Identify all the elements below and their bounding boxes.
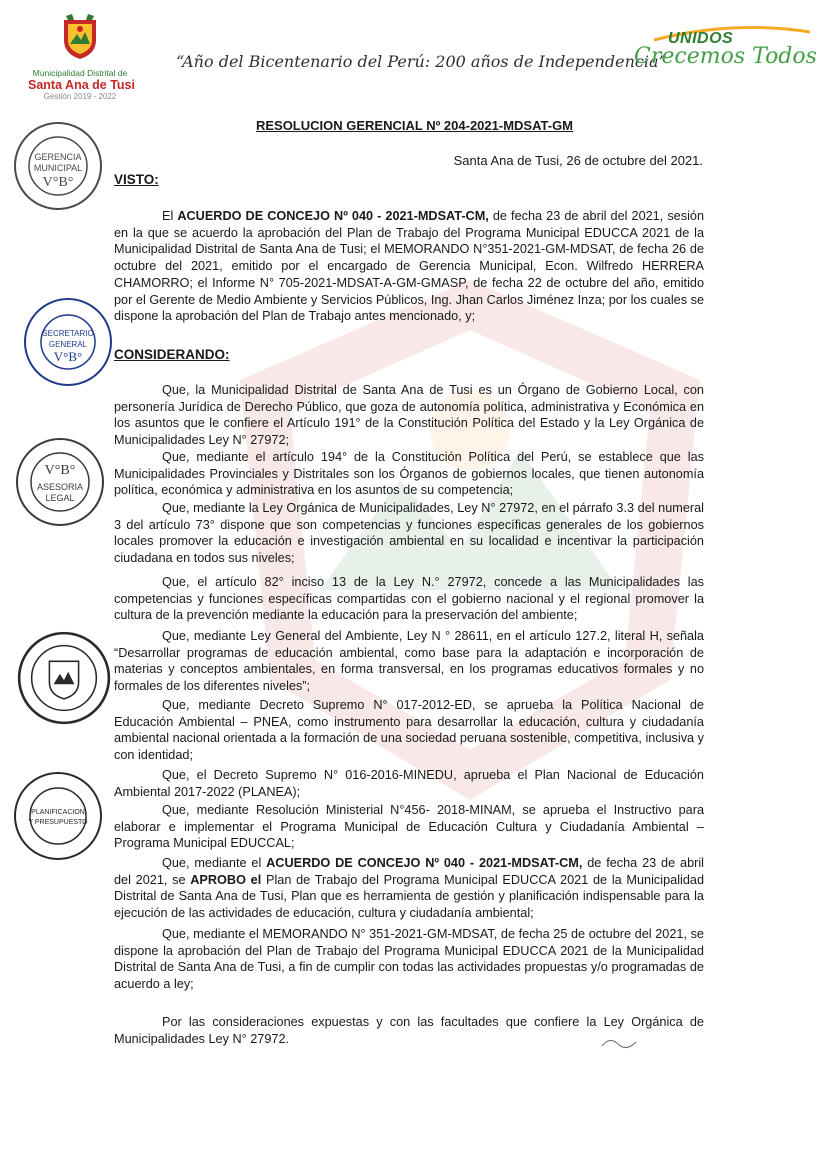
municipality-label: Municipalidad Distrital de [32, 68, 128, 78]
stamp-inner-line1: SECRETARIO [42, 329, 94, 338]
visto-heading: VISTO: [114, 172, 159, 187]
memorandum-paragraph: Que, mediante el MEMORANDO N° 351-2021-GM-MDSAT, de fecha 25 de octubre del 2021, se dispone la aprobación del Plan de Trabajo del Programa Municipal EDUCCA 2021 de la Municipalidad Distrital de Santa Ana de Tusi, a fin de cumplir con todas las actividades propuestas y/o programadas de acuerdo a ley; [114, 927, 704, 992]
brand-top-text: UNIDOS [668, 30, 734, 47]
considerando-paragraph: Que, mediante el artículo 194° de la Constitución Política del Perú, se establece que las Municipalidades Provinciales y Distritales son los Órganos de gobiernos locales, que tienen autonomía política, económica y administrativa en los asuntos de su competencia; [114, 450, 704, 498]
considerando-paragraph: Que, mediante Ley General del Ambiente, Ley N ° 28611, en el artículo 127.2, literal H, señala “Desarrollar programas de educación ambiental, como base para la adaptación e incorporación de materias y conceptos ambientales, en forma transversal, en los programas educativos formales y no formales de los diferentes niveles”; [114, 629, 704, 694]
stamp-inner-line2: LEGAL [45, 493, 75, 503]
stamp-seal [14, 436, 106, 528]
acuerdo-mid: de fecha 23 de abril del 2021, se [114, 856, 704, 887]
brand-logo [632, 30, 817, 78]
place-date: Santa Ana de Tusi, 26 de octubre del 2021. [453, 153, 703, 168]
considerando-paragraph: Que, mediante Resolución Ministerial N°456- 2018-MINAM, se aprueba el Instructivo para elaborar e implementar el Programa Municipal de Educación Cultura y Ciudadanía Ambiental – Programa Municipal EDUCCAL; [114, 803, 704, 851]
stamp-seal [12, 120, 104, 212]
considerando-paragraph: Que, mediante Decreto Supremo N° 017-2012-ED, se aprueba la Política Nacional de Educación Ambiental – PNEA, como instrumento para desarrollar la educación, cultura y ciudadanía ambiental nacional orientada a la formación de una sociedad peruana sostenible, competitiva, inclusiva y con identidad; [114, 698, 704, 763]
stamp-seal [12, 770, 104, 862]
signature-mark-icon [600, 1032, 640, 1054]
stamp-vb: V°B° [42, 175, 74, 190]
stamp-asesoria-legal [14, 436, 106, 528]
stamp-inner-line2: MUNICIPAL [33, 163, 83, 173]
stamp-inner-line1: ASESORIA [36, 482, 84, 492]
considerando-paragraph: Que, el artículo 82° inciso 13 de la Ley N.° 27972, concede a las Municipalidades las competencias y funciones específicas compartidas con el gobierno nacional y el regional promover la cultura de la prevención mediante la educación para la preservación del ambiente; [114, 575, 704, 623]
acuerdo-paragraph [114, 855, 704, 922]
considerando-paragraph: Que, mediante la Ley Orgánica de Municipalidades, Ley N° 27972, en el párrafo 3.3 del numeral 3 del artículo 73° dispone que son competencias y funciones específicas generales de los gobiernos locales promover la educación e investigación ambiental en su localidad e incentivar la participación ciudadana en todos sus niveles; [114, 501, 704, 566]
management-period: Gestión 2019 - 2022 [43, 92, 117, 101]
visto-paragraph [114, 208, 704, 325]
closing-paragraph: Por las consideraciones expuestas y con las facultades que confiere la Ley Orgánica de Municipalidades Ley N° 27972. [114, 1015, 704, 1046]
stamp-secretario-general [22, 296, 114, 388]
acuerdo-bold-verb: APROBO el [190, 872, 262, 887]
municipal-crest-icon [60, 14, 100, 60]
brand-bottom-text: Crecemos Todos [634, 44, 817, 69]
stamp-inner-line1: PLANIFICACION [31, 809, 85, 816]
stamp-inner-line2: GENERAL [48, 340, 88, 349]
stamp-vb: V°B° [53, 349, 83, 364]
year-motto: “Año del Bicentenario del Perú: 200 años de Independencia” [176, 52, 667, 71]
stamp-municipal-seal [16, 630, 112, 726]
visto-lead: El [162, 209, 178, 223]
stamp-planificacion-presupuesto [12, 770, 104, 862]
visto-text: de fecha 23 de abril del 2021, sesión en la que se acuerdo la aprobación del Plan de Trabajo del Programa Municipal EDUCCA 2021 de la Municipalidad Distrital de Santa Ana de Tusi; el MEMORANDO N°351-2021-GM-MDSAT, de fecha 26 de octubre del 2021, emitido por el encargado de Gerencia Municipal, Econ. Wilfredo HERRERA CHAMORRO; el Informe N° 705-2021-MDSAT-A-GM-GMASP, de fecha 22 de octubre del año, emitido por el Gerente de Medio Ambiente y Servicios Públicos, Ing. Jhan Carlos Jiménez Inza; por los cuales se dispone la aprobación del Plan de Trabajo antes mencionado, y; [114, 209, 705, 324]
stamp-seal [22, 296, 114, 388]
considerando-paragraph: Que, la Municipalidad Distrital de Santa Ana de Tusi es un Órgano de Gobierno Local, con personería Jurídica de Derecho Público, que goza de autonomía política, administrativa y Económica en los asuntos que le confiere el Artículo 191° de la Constitución Política del Estado y la Ley Orgánica de Municipalidades Ley N° 27972; [114, 383, 704, 448]
acuerdo-text: Plan de Trabajo del Programa Municipal EDUCCA 2021 de la Municipalidad Distrital de Santa Ana de Tusi, Plan que es herramienta de gestión y planificación indispensable para la ejecución de las actividades de educación, cultura y ciudadanía ambiental; [114, 872, 704, 921]
stamp-seal [16, 630, 112, 726]
stamp-vb: V°B° [44, 463, 76, 478]
resolution-title: RESOLUCION GERENCIAL Nº 204-2021-MDSAT-GM [255, 118, 574, 133]
stamp-gerencia-municipal [12, 120, 104, 212]
municipality-name: Santa Ana de Tusi [28, 78, 135, 92]
stamp-inner-line1: GERENCIA [34, 152, 82, 162]
visto-bold-ref: ACUERDO DE CONCEJO Nº 040 - 2021-MDSAT-CM, [177, 209, 489, 223]
acuerdo-lead: Que, mediante el [162, 856, 267, 870]
considerando-paragraph: Que, el Decreto Supremo N° 016-2016-MINEDU, aprueba el Plan Nacional de Educación Ambiental 2017-2022 (PLANEA); [114, 768, 704, 799]
municipality-logo [28, 14, 135, 102]
acuerdo-bold-ref: ACUERDO DE CONCEJO Nº 040 - 2021-MDSAT-CM, [266, 856, 583, 870]
stamp-inner-line2: Y PRESUPUESTO [28, 819, 88, 826]
considerando-heading: CONSIDERANDO: [114, 347, 230, 362]
